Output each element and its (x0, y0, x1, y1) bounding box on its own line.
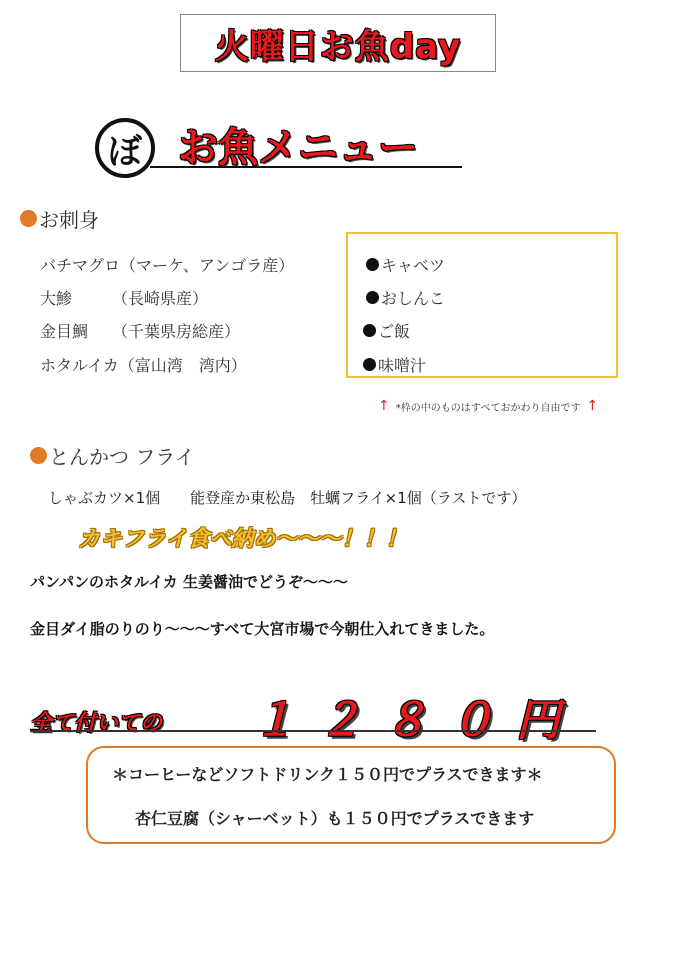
menu-heading: お魚メニュー (178, 125, 418, 171)
title-box (180, 14, 496, 72)
refill-note (378, 398, 598, 414)
sashimi-item: 大鯵 （長崎県産） (40, 289, 209, 308)
price-value: １２８０円 (252, 695, 582, 746)
fry-heading-label: とんかつ フライ (49, 445, 195, 469)
sashimi-item: ホタルイカ（富山湾 湾内） (40, 356, 247, 375)
fry-heading (30, 441, 195, 470)
side-item-label: おしんこ (381, 289, 446, 308)
orange-dot-icon (20, 210, 37, 227)
up-arrow-icon: ↑ (586, 398, 599, 414)
side-item (363, 353, 426, 376)
extras-box (86, 746, 616, 844)
fry-items: しゃぶカツ×1個 能登産か東松島 牡蠣フライ×1個（ラストです） (48, 489, 527, 507)
page-title: 火曜日お魚day (214, 26, 462, 67)
sashimi-item: バチマグロ（マーケ、アンゴラ産） (40, 256, 295, 275)
bo-badge-icon (95, 118, 155, 178)
sashimi-heading (20, 204, 99, 233)
price-underline (30, 730, 596, 732)
bo-badge-text: ぼ (108, 131, 142, 172)
bullet-icon (363, 324, 376, 337)
sashimi-item: 金目鯛 （千葉県房総産） (40, 322, 241, 341)
price-label: 全て付いての (30, 711, 163, 736)
side-item (363, 319, 410, 342)
comment-line: パンパンのホタルイカ 生姜醤油でどうぞ～～～ (30, 573, 348, 591)
up-arrow-icon: ↑ (378, 398, 390, 414)
sashimi-heading-label: お刺身 (39, 208, 99, 232)
extras-line: 杏仁豆腐（シャーベット）も１５０円でプラスできます (135, 809, 535, 828)
side-item (366, 253, 445, 276)
orange-dot-icon (30, 447, 47, 464)
bullet-icon (366, 291, 379, 304)
side-item-label: ご飯 (378, 322, 411, 341)
bullet-icon (363, 358, 376, 371)
side-item-label: キャベツ (381, 256, 446, 275)
extras-line: ＊コーヒーなどソフトドリンク１５０円でプラスできます＊ (112, 765, 543, 784)
refill-note-text: *枠の中のものはすべておかわり自由です (395, 402, 581, 414)
menu-heading-underline (150, 166, 462, 168)
side-item (366, 286, 445, 309)
side-item-label: 味噌汁 (378, 356, 427, 375)
bullet-icon (366, 258, 379, 271)
comment-line: 金目ダイ脂のりのり～～～すべて大宮市場で今朝仕入れてきました。 (30, 620, 495, 638)
kaki-fry-highlight: カキフライ食べ納め～～～！！！ (78, 527, 408, 552)
